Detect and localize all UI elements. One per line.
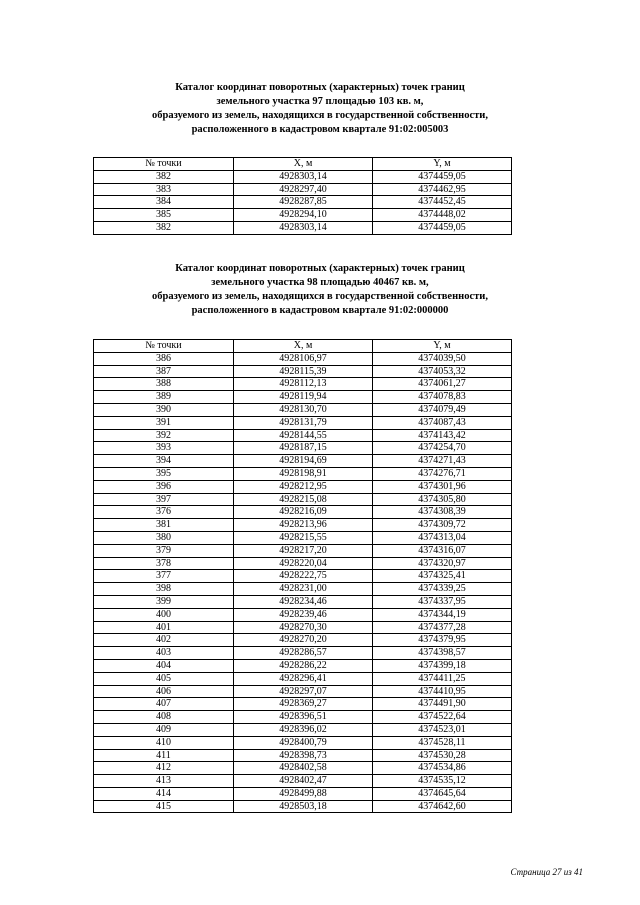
point-number-cell: 412 — [94, 762, 234, 775]
table-row — [94, 544, 512, 557]
catalog-1-table — [93, 157, 512, 235]
x-coordinate-cell: 4928503,18 — [234, 800, 373, 813]
point-number-cell: 376 — [94, 506, 234, 519]
y-coordinate-header: Y, м — [373, 158, 512, 171]
point-number-cell: 406 — [94, 685, 234, 698]
point-number-cell: 394 — [94, 455, 234, 468]
x-coordinate-cell: 4928303,14 — [234, 221, 373, 234]
table-row — [94, 378, 512, 391]
catalog-2-title — [60, 262, 580, 318]
catalog-1-title-line: образуемого из земель, находящихся в государственной собственности, — [152, 110, 488, 121]
y-coordinate-cell: 4374254,70 — [373, 442, 512, 455]
table-row — [94, 583, 512, 596]
y-coordinate-cell: 4374301,96 — [373, 480, 512, 493]
point-number-header: № точки — [94, 158, 234, 171]
y-coordinate-cell: 4374530,28 — [373, 749, 512, 762]
table-row — [94, 196, 512, 209]
x-coordinate-cell: 4928398,73 — [234, 749, 373, 762]
y-coordinate-cell: 4374410,95 — [373, 685, 512, 698]
x-coordinate-cell: 4928270,20 — [234, 634, 373, 647]
y-coordinate-header: Y, м — [373, 340, 512, 353]
table-row — [94, 183, 512, 196]
point-number-cell: 405 — [94, 672, 234, 685]
y-coordinate-cell: 4374339,25 — [373, 583, 512, 596]
table-row — [94, 493, 512, 506]
table-row — [94, 621, 512, 634]
y-coordinate-cell: 4374053,32 — [373, 365, 512, 378]
table-row — [94, 762, 512, 775]
table-row — [94, 170, 512, 183]
y-coordinate-cell: 4374491,90 — [373, 698, 512, 711]
point-number-cell: 396 — [94, 480, 234, 493]
y-coordinate-cell: 4374309,72 — [373, 519, 512, 532]
y-coordinate-cell: 4374143,42 — [373, 429, 512, 442]
x-coordinate-cell: 4928287,85 — [234, 196, 373, 209]
x-coordinate-cell: 4928231,00 — [234, 583, 373, 596]
y-coordinate-cell: 4374344,19 — [373, 608, 512, 621]
table-row — [94, 736, 512, 749]
point-number-cell: 381 — [94, 519, 234, 532]
y-coordinate-cell: 4374276,71 — [373, 467, 512, 480]
point-number-cell: 404 — [94, 659, 234, 672]
x-coordinate-cell: 4928212,95 — [234, 480, 373, 493]
x-coordinate-cell: 4928296,41 — [234, 672, 373, 685]
y-coordinate-cell: 4374642,60 — [373, 800, 512, 813]
y-coordinate-cell: 4374535,12 — [373, 775, 512, 788]
x-coordinate-cell: 4928303,14 — [234, 170, 373, 183]
y-coordinate-cell: 4374271,43 — [373, 455, 512, 468]
table-row — [94, 365, 512, 378]
table-row — [94, 352, 512, 365]
table-row — [94, 209, 512, 222]
y-coordinate-cell: 4374078,83 — [373, 391, 512, 404]
point-number-cell: 400 — [94, 608, 234, 621]
point-number-cell: 397 — [94, 493, 234, 506]
point-number-cell: 380 — [94, 531, 234, 544]
catalog-1-title-line: земельного участка 97 площадью 103 кв. м, — [216, 96, 424, 107]
page-number: Страница 27 из 41 — [510, 867, 583, 877]
y-coordinate-cell: 4374305,80 — [373, 493, 512, 506]
point-number-cell: 398 — [94, 583, 234, 596]
x-coordinate-cell: 4928216,09 — [234, 506, 373, 519]
x-coordinate-cell: 4928106,97 — [234, 352, 373, 365]
table-row — [94, 595, 512, 608]
y-coordinate-cell: 4374645,64 — [373, 787, 512, 800]
x-coordinate-cell: 4928234,46 — [234, 595, 373, 608]
catalog-2-table — [93, 339, 512, 813]
y-coordinate-cell: 4374379,95 — [373, 634, 512, 647]
x-coordinate-cell: 4928198,91 — [234, 467, 373, 480]
point-number-cell: 385 — [94, 209, 234, 222]
table-header-row — [94, 340, 512, 353]
point-number-cell: 388 — [94, 378, 234, 391]
point-number-cell: 378 — [94, 557, 234, 570]
x-coordinate-cell: 4928222,75 — [234, 570, 373, 583]
point-number-cell: 391 — [94, 416, 234, 429]
table-row — [94, 519, 512, 532]
x-coordinate-cell: 4928297,07 — [234, 685, 373, 698]
point-number-cell: 379 — [94, 544, 234, 557]
point-number-cell: 383 — [94, 183, 234, 196]
x-coordinate-cell: 4928294,10 — [234, 209, 373, 222]
catalog-2-title-line: образуемого из земель, находящихся в государственной собственности, — [152, 291, 488, 302]
point-number-cell: 384 — [94, 196, 234, 209]
point-number-cell: 386 — [94, 352, 234, 365]
table-row — [94, 800, 512, 813]
x-coordinate-cell: 4928286,57 — [234, 647, 373, 660]
x-coordinate-cell: 4928396,51 — [234, 711, 373, 724]
catalog-1-title-line: Каталог координат поворотных (характерных) точек границ — [175, 82, 465, 93]
x-coordinate-cell: 4928402,58 — [234, 762, 373, 775]
x-coordinate-cell: 4928402,47 — [234, 775, 373, 788]
y-coordinate-cell: 4374308,39 — [373, 506, 512, 519]
x-coordinate-cell: 4928286,22 — [234, 659, 373, 672]
y-coordinate-cell: 4374459,05 — [373, 221, 512, 234]
x-coordinate-cell: 4928297,40 — [234, 183, 373, 196]
table-row — [94, 787, 512, 800]
y-coordinate-cell: 4374325,41 — [373, 570, 512, 583]
table-row — [94, 659, 512, 672]
table-row — [94, 711, 512, 724]
y-coordinate-cell: 4374522,64 — [373, 711, 512, 724]
x-coordinate-cell: 4928194,69 — [234, 455, 373, 468]
y-coordinate-cell: 4374320,97 — [373, 557, 512, 570]
table-row — [94, 672, 512, 685]
table-row — [94, 634, 512, 647]
x-coordinate-cell: 4928187,15 — [234, 442, 373, 455]
table-row — [94, 685, 512, 698]
y-coordinate-cell: 4374313,04 — [373, 531, 512, 544]
point-number-cell: 414 — [94, 787, 234, 800]
point-number-cell: 390 — [94, 403, 234, 416]
table-row — [94, 749, 512, 762]
y-coordinate-cell: 4374079,49 — [373, 403, 512, 416]
table-row — [94, 608, 512, 621]
point-number-cell: 415 — [94, 800, 234, 813]
x-coordinate-cell: 4928130,70 — [234, 403, 373, 416]
x-coordinate-cell: 4928220,04 — [234, 557, 373, 570]
y-coordinate-cell: 4374377,28 — [373, 621, 512, 634]
table-header-row — [94, 158, 512, 171]
table-row — [94, 455, 512, 468]
y-coordinate-cell: 4374039,50 — [373, 352, 512, 365]
point-number-cell: 403 — [94, 647, 234, 660]
x-coordinate-cell: 4928119,94 — [234, 391, 373, 404]
y-coordinate-cell: 4374462,95 — [373, 183, 512, 196]
catalog-2-title-line: земельного участка 98 площадью 40467 кв. м, — [211, 277, 429, 288]
table-row — [94, 429, 512, 442]
table-row — [94, 647, 512, 660]
point-number-cell: 411 — [94, 749, 234, 762]
table-row — [94, 403, 512, 416]
x-coordinate-header: X, м — [234, 158, 373, 171]
table-row — [94, 531, 512, 544]
y-coordinate-cell: 4374316,07 — [373, 544, 512, 557]
x-coordinate-cell: 4928215,08 — [234, 493, 373, 506]
x-coordinate-cell: 4928115,39 — [234, 365, 373, 378]
point-number-cell: 387 — [94, 365, 234, 378]
table-row — [94, 391, 512, 404]
x-coordinate-cell: 4928396,02 — [234, 723, 373, 736]
x-coordinate-cell: 4928369,27 — [234, 698, 373, 711]
point-number-cell: 409 — [94, 723, 234, 736]
table-row — [94, 416, 512, 429]
catalog-2-title-line: расположенного в кадастровом квартале 91:02:000000 — [191, 305, 449, 316]
point-number-cell: 410 — [94, 736, 234, 749]
point-number-cell: 389 — [94, 391, 234, 404]
table-row — [94, 506, 512, 519]
x-coordinate-cell: 4928217,20 — [234, 544, 373, 557]
point-number-cell: 413 — [94, 775, 234, 788]
table-row — [94, 557, 512, 570]
point-number-cell: 377 — [94, 570, 234, 583]
y-coordinate-cell: 4374534,86 — [373, 762, 512, 775]
point-number-cell: 392 — [94, 429, 234, 442]
table-row — [94, 467, 512, 480]
y-coordinate-cell: 4374459,05 — [373, 170, 512, 183]
table-row — [94, 570, 512, 583]
point-number-cell: 402 — [94, 634, 234, 647]
point-number-header: № точки — [94, 340, 234, 353]
y-coordinate-cell: 4374398,57 — [373, 647, 512, 660]
x-coordinate-cell: 4928270,30 — [234, 621, 373, 634]
x-coordinate-cell: 4928213,96 — [234, 519, 373, 532]
point-number-cell: 407 — [94, 698, 234, 711]
table-row — [94, 442, 512, 455]
point-number-cell: 382 — [94, 221, 234, 234]
point-number-cell: 401 — [94, 621, 234, 634]
point-number-cell: 395 — [94, 467, 234, 480]
x-coordinate-cell: 4928131,79 — [234, 416, 373, 429]
x-coordinate-cell: 4928239,46 — [234, 608, 373, 621]
y-coordinate-cell: 4374087,43 — [373, 416, 512, 429]
table-row — [94, 698, 512, 711]
x-coordinate-cell: 4928112,13 — [234, 378, 373, 391]
x-coordinate-cell: 4928400,79 — [234, 736, 373, 749]
y-coordinate-cell: 4374411,25 — [373, 672, 512, 685]
point-number-cell: 382 — [94, 170, 234, 183]
point-number-cell: 399 — [94, 595, 234, 608]
y-coordinate-cell: 4374528,11 — [373, 736, 512, 749]
y-coordinate-cell: 4374337,95 — [373, 595, 512, 608]
x-coordinate-header: X, м — [234, 340, 373, 353]
catalog-1-title — [60, 81, 580, 137]
catalog-2-title-line: Каталог координат поворотных (характерных) точек границ — [175, 263, 465, 274]
x-coordinate-cell: 4928499,88 — [234, 787, 373, 800]
table-row — [94, 723, 512, 736]
x-coordinate-cell: 4928215,55 — [234, 531, 373, 544]
catalog-1-title-line: расположенного в кадастровом квартале 91:02:005003 — [191, 124, 449, 135]
x-coordinate-cell: 4928144,55 — [234, 429, 373, 442]
y-coordinate-cell: 4374523,01 — [373, 723, 512, 736]
table-row — [94, 221, 512, 234]
y-coordinate-cell: 4374399,18 — [373, 659, 512, 672]
table-row — [94, 775, 512, 788]
y-coordinate-cell: 4374061,27 — [373, 378, 512, 391]
y-coordinate-cell: 4374448,02 — [373, 209, 512, 222]
point-number-cell: 393 — [94, 442, 234, 455]
table-row — [94, 480, 512, 493]
y-coordinate-cell: 4374452,45 — [373, 196, 512, 209]
point-number-cell: 408 — [94, 711, 234, 724]
